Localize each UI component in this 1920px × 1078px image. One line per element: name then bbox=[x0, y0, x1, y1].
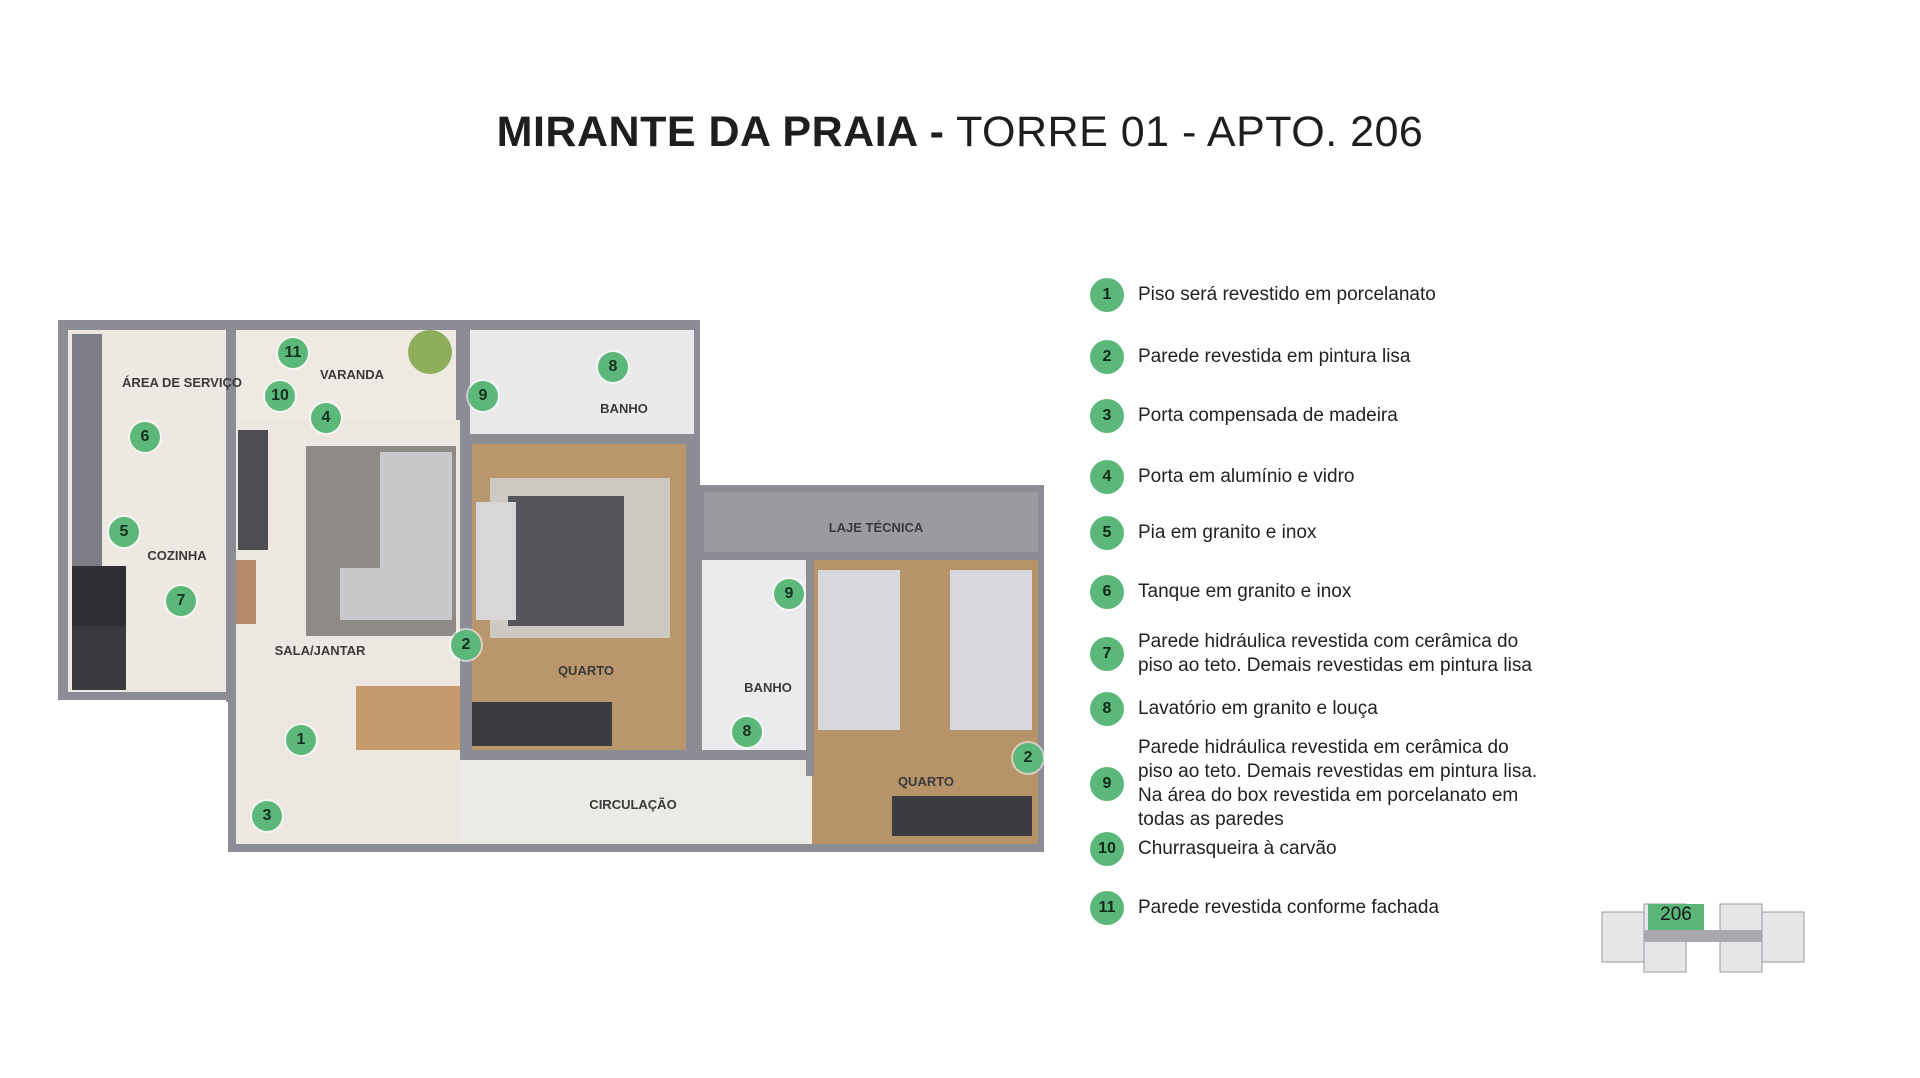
marker-2-sala: 2 bbox=[451, 630, 481, 660]
marker-11: 11 bbox=[278, 338, 308, 368]
legend-item bbox=[1090, 575, 1578, 609]
tv-cabinet bbox=[238, 430, 268, 550]
marker-9-top: 9 bbox=[468, 381, 498, 411]
legend-number-badge: 9 bbox=[1090, 767, 1124, 801]
legend-item bbox=[1090, 340, 1578, 374]
legend-text: Porta compensada de madeira bbox=[1138, 405, 1398, 426]
marker-8-right: 8 bbox=[732, 717, 762, 747]
marker-2-quarto: 2 bbox=[1013, 743, 1043, 773]
legend-number-badge: 5 bbox=[1090, 516, 1124, 550]
legend-number-badge: 10 bbox=[1090, 832, 1124, 866]
legend-text: Parede hidráulica revestida em cerâmica do piso ao teto. Demais revestidas em pintura lisa. Na área do box revestida em porcelanato em todas as paredes bbox=[1138, 737, 1538, 830]
legend-item bbox=[1090, 692, 1578, 726]
legend-item bbox=[1090, 516, 1578, 550]
legend-text: Porta em alumínio e vidro bbox=[1138, 466, 1355, 487]
wall-kitchen-sala bbox=[226, 410, 236, 702]
marker-5: 5 bbox=[109, 517, 139, 547]
room-label-area-servico: ÁREA DE SERVIÇO bbox=[122, 375, 242, 390]
key-block-left-outer bbox=[1602, 912, 1644, 962]
legend-text: Pia em granito e inox bbox=[1138, 522, 1317, 543]
room-label-cozinha: COZINHA bbox=[147, 548, 207, 563]
key-corridor bbox=[1644, 930, 1762, 942]
kitchen-fridge bbox=[72, 626, 126, 690]
wall-bath-right-left bbox=[694, 552, 702, 752]
marker-10: 10 bbox=[265, 381, 295, 411]
bed-main bbox=[508, 496, 624, 626]
legend-number-badge: 7 bbox=[1090, 637, 1124, 671]
legend-item bbox=[1090, 399, 1578, 433]
legend bbox=[1090, 0, 1610, 940]
legend-number-badge: 2 bbox=[1090, 340, 1124, 374]
kitchen-stove bbox=[72, 566, 126, 626]
room-label-banho-top: BANHO bbox=[600, 401, 648, 416]
marker-9-right: 9 bbox=[774, 579, 804, 609]
legend-number-badge: 8 bbox=[1090, 692, 1124, 726]
legend-number-badge: 3 bbox=[1090, 399, 1124, 433]
legend-text: Tanque em granito e inox bbox=[1138, 581, 1352, 602]
room-label-circulacao: CIRCULAÇÃO bbox=[589, 797, 677, 812]
marker-1: 1 bbox=[286, 725, 316, 755]
legend-text: Piso será revestido em porcelanato bbox=[1138, 284, 1436, 305]
legend-number-badge: 4 bbox=[1090, 460, 1124, 494]
title-unit: TORRE 01 - APTO. 206 bbox=[956, 108, 1424, 156]
legend-number-badge: 6 bbox=[1090, 575, 1124, 609]
bed-second-right bbox=[950, 570, 1032, 730]
legend-text: Parede hidráulica revestida com cerâmica do piso ao teto. Demais revestidas em pintura lisa bbox=[1138, 631, 1532, 676]
key-block-right-outer bbox=[1762, 912, 1804, 962]
room-label-quarto-main: QUARTO bbox=[557, 663, 615, 678]
marker-3: 3 bbox=[252, 801, 282, 831]
legend-item bbox=[1090, 460, 1578, 494]
legend-item bbox=[1090, 278, 1578, 312]
kitchen-counter bbox=[72, 334, 102, 574]
room-label-varanda: VARANDA bbox=[319, 367, 385, 382]
title-project-name: MIRANTE DA PRAIA - bbox=[496, 108, 945, 156]
bed-second-left bbox=[818, 570, 900, 730]
room-label-banho-right: BANHO bbox=[744, 680, 792, 695]
wardrobe-second bbox=[892, 796, 1032, 836]
wall-bath-bedroom bbox=[470, 434, 686, 444]
legend-item bbox=[1090, 736, 1578, 832]
room-label-quarto-right: QUARTO bbox=[897, 774, 955, 789]
bed-main-pillows bbox=[476, 502, 516, 620]
floor-plan bbox=[0, 0, 1060, 860]
marker-7: 7 bbox=[166, 586, 196, 616]
room-label-sala-jantar: SALA/JANTAR bbox=[274, 643, 366, 658]
legend-item bbox=[1090, 832, 1578, 866]
dining-table bbox=[356, 686, 460, 750]
key-plan-unit-label: 206 bbox=[1648, 904, 1704, 926]
bathroom-top-floor bbox=[466, 330, 694, 434]
legend-number-badge: 11 bbox=[1090, 891, 1124, 925]
marker-8-top: 8 bbox=[598, 352, 628, 382]
legend-item bbox=[1090, 891, 1578, 925]
legend-text: Parede revestida em pintura lisa bbox=[1138, 346, 1411, 367]
marker-4: 4 bbox=[311, 403, 341, 433]
wall-bath-right bbox=[806, 552, 814, 776]
legend-text: Parede revestida conforme fachada bbox=[1138, 897, 1440, 918]
floor-plan-drawing bbox=[0, 0, 1060, 860]
plant bbox=[408, 330, 452, 374]
key-plan bbox=[1600, 898, 1806, 974]
legend-item bbox=[1090, 630, 1578, 678]
wardrobe-main bbox=[472, 702, 612, 746]
legend-text: Lavatório em granito e louça bbox=[1138, 698, 1378, 719]
legend-text: Churrasqueira à carvão bbox=[1138, 838, 1337, 859]
wall-bedroom-circulation bbox=[470, 750, 690, 760]
room-label-laje-tecnica: LAJE TÉCNICA bbox=[828, 520, 924, 535]
legend-number-badge: 1 bbox=[1090, 278, 1124, 312]
marker-6: 6 bbox=[130, 422, 160, 452]
